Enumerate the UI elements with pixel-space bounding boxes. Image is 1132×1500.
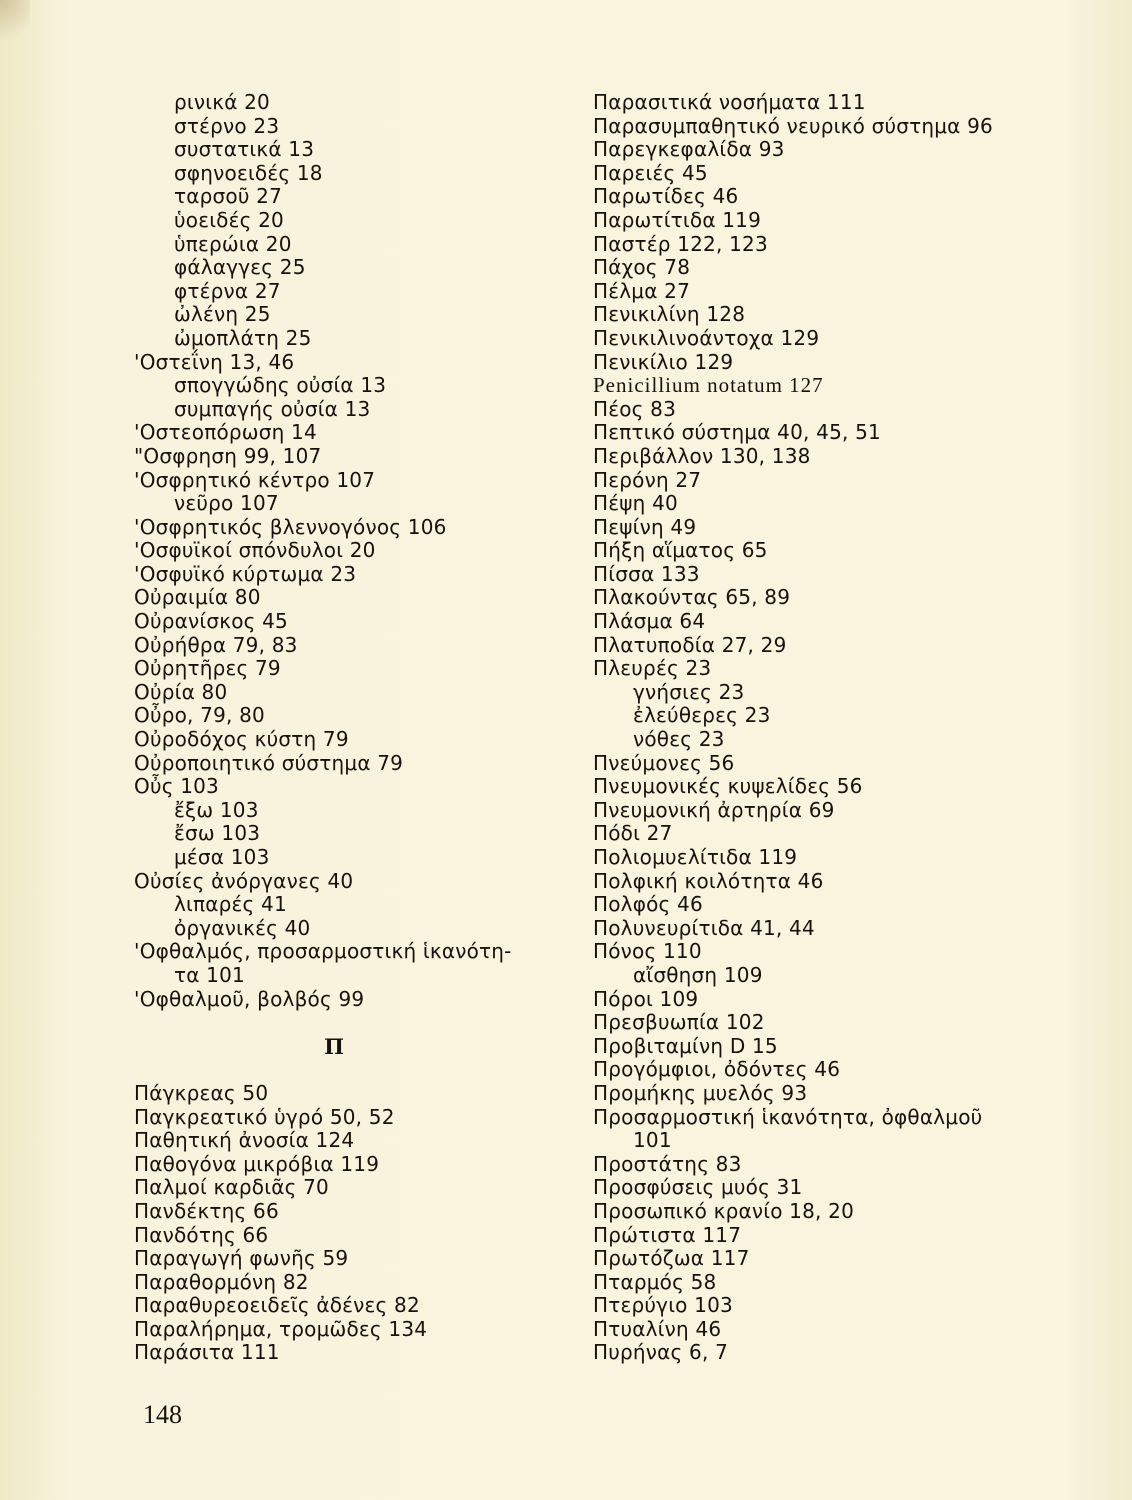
index-entry: Προσαρμοστική ἱκανότητα, ὀφθαλμοῦ [593, 1104, 983, 1129]
index-subentry: αἴσθηση 109 [633, 962, 763, 987]
index-entry: Παρασυμπαθητικό νευρικό σύστημα 96 [593, 113, 993, 138]
index-entry: Προβιταμίνη D 15 [593, 1033, 778, 1058]
index-subentry: τα 101 [174, 962, 245, 987]
index-subentry: ταρσοῦ 27 [174, 184, 283, 209]
index-entry: Πνευμονική ἀρτηρία 69 [593, 797, 835, 822]
index-entry: Παστέρ 122, 123 [593, 231, 768, 256]
index-entry: Πυρήνας 6, 7 [593, 1340, 728, 1365]
index-entry: 'Οφθαλμός, προσαρμοστική ἱκανότη- [134, 939, 512, 964]
index-entry: Πνεύμονες 56 [593, 750, 735, 775]
section-letter-heading: Π [324, 1033, 344, 1059]
index-entry: Παρωτίτιδα 119 [593, 207, 762, 232]
index-entry: Πλευρές 23 [593, 656, 712, 681]
index-entry: Πόροι 109 [593, 986, 699, 1011]
index-entry: Πτυαλίνη 46 [593, 1316, 722, 1341]
index-entry: Παθητική ἀνοσία 124 [134, 1128, 355, 1153]
index-entry: Πλάσμα 64 [593, 609, 706, 634]
page-number: 148 [143, 1400, 182, 1429]
index-entry: Πάχος 78 [593, 255, 691, 280]
index-entry: Πανδότης 66 [134, 1222, 269, 1247]
index-entry: Προσφύσεις μυός 31 [593, 1175, 803, 1200]
index-entry: Οὐραιμία 80 [134, 585, 261, 610]
index-subentry: νεῦρο 107 [174, 491, 279, 516]
index-subentry: σφηνοειδές 18 [174, 160, 323, 185]
index-entry: Πόδι 27 [593, 821, 673, 846]
page-corner-stain [0, 0, 30, 50]
index-subentry: ἔσω 103 [174, 821, 261, 846]
index-subentry: μέσα 103 [174, 845, 270, 869]
index-entry: Οὐσίες ἀνόργανες 40 [134, 868, 354, 893]
index-entry: Περιβάλλον 130, 138 [593, 443, 811, 468]
index-entry: Πανδέκτης 66 [134, 1198, 279, 1223]
index-entry: 'Οσφυϊκοί σπόνδυλοι 20 [134, 538, 376, 563]
index-subentry: ἐλεύθερες 23 [633, 703, 771, 728]
index-entry: Προγόμφιοι, ὀδόντες 46 [593, 1057, 841, 1082]
index-entry: Penicillium notatum 127 [593, 373, 824, 398]
index-entry: Παθογόνα μικρόβια 119 [134, 1151, 380, 1176]
index-entry: Πέος 83 [593, 396, 677, 421]
index-entry: Πρωτόζωα 117 [593, 1246, 750, 1271]
index-entry: Παραγωγή φωνῆς 59 [134, 1246, 349, 1271]
index-entry: Πόνος 110 [593, 939, 702, 964]
index-entry: Οὐροποιητικό σύστημα 79 [134, 750, 404, 775]
index-entry: Προσωπικό κρανίο 18, 20 [593, 1198, 854, 1223]
index-subentry: φάλαγγες 25 [174, 255, 306, 280]
index-entry: Πήξη αἵματος 65 [593, 538, 768, 563]
index-entry: Παγκρεατικό ὑγρό 50, 52 [134, 1104, 395, 1129]
index-entry: Πολφός 46 [593, 892, 703, 917]
index-entry: Οὖς 103 [134, 774, 219, 799]
index-entry: Πτερύγιο 103 [593, 1293, 733, 1318]
index-subentry: ὠμοπλάτη 25 [174, 325, 312, 350]
index-entry: 'Οσφυϊκό κύρτωμα 23 [134, 561, 357, 586]
index-entry: Πολιομυελίτιδα 119 [593, 845, 798, 869]
index-entry: 'Οστεοπόρωση 14 [134, 420, 317, 445]
index-entry: Παρασιτικά νοσήματα 111 [593, 90, 866, 114]
index-entry: Παρεγκεφαλίδα 93 [593, 137, 785, 162]
index-subentry: νόθες 23 [633, 727, 725, 752]
index-entry: Πέψη 40 [593, 491, 678, 516]
index-subentry: 101 [633, 1128, 672, 1153]
index-entry: Πλατυποδία 27, 29 [593, 632, 787, 657]
index-entry: Προστάτης 83 [593, 1151, 742, 1176]
index-entry: Πενικιλινοάντοχα 129 [593, 325, 820, 350]
index-subentry: συστατικά 13 [174, 137, 315, 162]
index-entry: Παραθορμόνη 82 [134, 1269, 309, 1294]
index-subentry: ὠλένη 25 [174, 302, 271, 327]
index-subentry: ὑπερώια 20 [174, 231, 292, 256]
index-entry: Οὐρία 80 [134, 679, 228, 704]
index-entry: Πενικιλίνη 128 [593, 302, 746, 327]
index-entry: 'Οστεΐνη 13, 46 [134, 349, 295, 374]
index-subentry: ὑοειδές 20 [174, 207, 284, 232]
index-entry: Πεπτικό σύστημα 40, 45, 51 [593, 420, 881, 445]
index-entry: Προμήκης μυελός 93 [593, 1080, 808, 1105]
index-entry: Πεψίνη 49 [593, 514, 697, 539]
index-entry: Οὖρο, 79, 80 [134, 703, 265, 728]
index-entry: Περόνη 27 [593, 467, 702, 492]
index-subentry: στέρνο 23 [174, 113, 280, 138]
index-entry: 'Οφθαλμοῦ, βολβός 99 [134, 986, 365, 1011]
index-subentry: φτέρνα 27 [174, 278, 281, 303]
index-entry: 'Οσφρητικός βλεννογόνος 106 [134, 514, 447, 539]
index-entry: Πολφική κοιλότητα 46 [593, 868, 824, 893]
index-subentry: λιπαρές 41 [174, 892, 287, 917]
index-subentry: ρινικά 20 [174, 90, 270, 114]
index-entry: Πέλμα 27 [593, 278, 691, 303]
index-entry: Πρώτιστα 117 [593, 1222, 742, 1247]
index-entry: Παράσιτα 111 [134, 1340, 280, 1365]
index-entry: Παλμοί καρδιᾶς 70 [134, 1175, 329, 1200]
index-subentry: ἔξω 103 [174, 797, 259, 822]
index-subentry: σπογγώδης οὐσία 13 [174, 373, 387, 398]
index-entry: Πνευμονικές κυψελίδες 56 [593, 774, 863, 799]
index-entry: Παρειές 45 [593, 160, 708, 185]
index-entry: Πρεσβυωπία 102 [593, 1010, 765, 1035]
index-entry: 'Οσφρητικό κέντρο 107 [134, 467, 376, 492]
index-entry: Οὐρητῆρες 79 [134, 656, 281, 681]
index-entry: Πταρμός 58 [593, 1269, 717, 1294]
index-entry: Πάγκρεας 50 [134, 1080, 269, 1105]
index-entry: Οὐρήθρα 79, 83 [134, 632, 298, 657]
index-subentry: συμπαγής οὐσία 13 [174, 396, 371, 421]
index-column-right [593, 91, 1053, 1365]
index-entry: Παρωτίδες 46 [593, 184, 739, 209]
index-entry: Πίσσα 133 [593, 561, 700, 586]
index-subentry: ὀργανικές 40 [174, 915, 311, 940]
index-entry: "Οσφρηση 99, 107 [134, 443, 322, 468]
index-entry: Παραλήρημα, τρομῶδες 134 [134, 1316, 428, 1341]
index-entry: Οὐροδόχος κύστη 79 [134, 727, 349, 752]
index-subentry: γνήσιες 23 [633, 679, 745, 704]
index-entry: Πενικίλιο 129 [593, 349, 734, 374]
index-entry: Πλακούντας 65, 89 [593, 585, 791, 610]
index-column-left [134, 91, 564, 1365]
index-entry: Παραθυρεοειδεῖς ἀδένες 82 [134, 1293, 420, 1318]
index-entry: Πολυνευρίτιδα 41, 44 [593, 915, 815, 940]
index-entry: Οὐρανίσκος 45 [134, 609, 288, 634]
